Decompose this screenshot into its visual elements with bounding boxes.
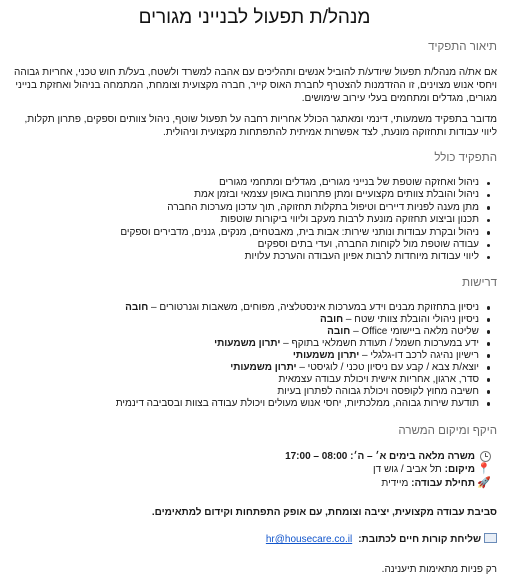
requirement-text: ידע במערכות חשמל / תעודת חשמלאי בתוקף –: [280, 337, 479, 349]
requirement-level: יתרון משמעותי: [230, 361, 297, 373]
description-paragraph: אם את/ה מנהל/ת תפעול שיודע/ת להוביל אנשים ותהליכים עם אהבה למשרד ולשטח, בעל/ת חוש טכני, אחריות גבוהה ויחסי אנוש מצוינים, זו ההזדמנות להצטרף לחברת האוס קייר, חברה מקצועית וצומחת, המתמחה בניהול ואחזקת בנייני מגורים, מגדלים ומתחמים בעלי עירוב שימושים.: [14, 67, 497, 104]
summary-text: סביבת עבודה מקצועית, יציבה וצומחת, עם אופק התפתחות וקידום למתאימים.: [151, 507, 497, 519]
section-heading-scope: היקף ומיקום המשרה: [398, 424, 497, 437]
list-item: [12, 386, 479, 398]
requirement-level: יתרון משמעותי: [292, 349, 360, 361]
list-item: [12, 374, 479, 386]
start-value: מיידית: [381, 477, 409, 489]
list-item: [12, 302, 479, 314]
requirement-text: סדר, ארגון, אחריות אישית ויכולת עבודה עצמאית: [278, 373, 479, 385]
email-link[interactable]: hr@housecare.co.il: [265, 534, 353, 546]
list-item: ניהול ובקרת עבודות ונותני שירות: אבות בית, מאבטחים, מנקים, גננים, מדבירים וספקים: [12, 227, 479, 239]
pin-icon: 📍: [477, 463, 491, 476]
requirements-list: [12, 302, 497, 410]
cv-line: [12, 533, 497, 547]
rocket-icon: 🚀: [477, 476, 491, 489]
list-item: תכנון וביצוע תחזוקה מונעת לרבות מעקב וליווי ביקורות שוטפות: [12, 214, 479, 226]
section-heading-description: תיאור התפקיד: [428, 41, 497, 53]
hours-label: משרה מלאה בימים א׳ – ה׳: [353, 450, 475, 462]
location-row: [12, 463, 491, 477]
list-item: [12, 350, 479, 362]
start-label: תחילת עבודה:: [411, 477, 475, 489]
list-item: [12, 326, 479, 338]
list-item: [12, 314, 479, 326]
requirement-text: ניסיון ניהולי והובלת צוותי שטח –: [343, 313, 479, 325]
requirement-level: חובה: [125, 301, 149, 313]
includes-list: [12, 177, 497, 264]
requirement-text: יוצא/ת צבא / קבע עם ניסיון טכני / לוגיסטי –: [296, 361, 479, 373]
requirement-text: תודעת שירות גבוהה, ממלכתיות, יחסי אנוש מעולים ויכולת עבודה בצוות ובסביבה דינמית: [115, 397, 479, 409]
requirement-text: ניסיון בתחזוקת מבנים וידע במערכות אינסטלציה, מפוחים, משאבות וגנרטורים –: [148, 301, 479, 313]
footer-note: רק פניות מתאימות תיענינה.: [381, 564, 497, 576]
page-title: מנהל/ת תפעול לבנייני מגורים: [138, 7, 371, 28]
requirement-level: יתרון משמעותי: [214, 337, 281, 349]
section-heading-requirements: דרישות: [462, 276, 497, 289]
requirement-text: חשיבה מחוץ לקופסה ויכולת גבוהה לפתרון בעיות: [277, 385, 479, 397]
envelope-icon: [484, 533, 497, 543]
location-value: תל אביב / גוש דן: [373, 464, 442, 476]
location-label: מיקום:: [444, 464, 475, 476]
list-item: מתן מענה לפניות דיירים וטיפול בתקלות תחזוקה, תוך עדכון מערכות החברה: [12, 202, 479, 214]
list-item: [12, 338, 479, 350]
list-item: עבודה שוטפת מול לקוחות החברה, ועדי בתים וספקים: [12, 239, 479, 251]
list-item: ניהול ואחזקה שוטפת של בנייני מגורים, מגדלים ומתחמי מגורים: [12, 177, 479, 189]
list-item: [12, 398, 479, 410]
scope-details: [12, 450, 497, 491]
section-heading-includes: התפקיד כולל: [434, 152, 497, 164]
list-item: ליווי עבודות מיוחדות לרבות אפיון העבודה והערכת עלויות: [12, 251, 479, 263]
hours-row: משרה מלאה בימים א׳ – ה׳: 17:00 – 08:00: [12, 450, 475, 464]
hours-value: 17:00 – 08:00: [285, 450, 348, 462]
requirement-level: חובה: [319, 313, 344, 325]
start-row: [12, 476, 491, 491]
description-paragraph: מדובר בתפקיד משמעותי, דינמי ומאתגר הכולל אחריות רחבה על תפעול שוטף, ניהול צוותים וספקים, פתרון תקלות, ליווי עבודות ותחזוקה מונעת, לצד אפשרות אמיתית להתפתחות מקצועית וניהולית.: [24, 114, 497, 138]
cv-label: שליחת קורות חיים לכתובת:: [358, 534, 481, 546]
requirement-text: רישיון נהיגה לרכב דו-גלגלי –: [359, 349, 479, 361]
requirement-level: חובה: [327, 325, 351, 337]
list-item: ניהול והובלת צוותים מקצועיים ומתן פתרונות באופן עצמאי ובזמן אמת: [12, 189, 479, 201]
clock-icon: [480, 451, 491, 462]
list-item: [12, 362, 479, 374]
requirement-text: שליטה מלאה ביישומי Office –: [350, 325, 479, 337]
